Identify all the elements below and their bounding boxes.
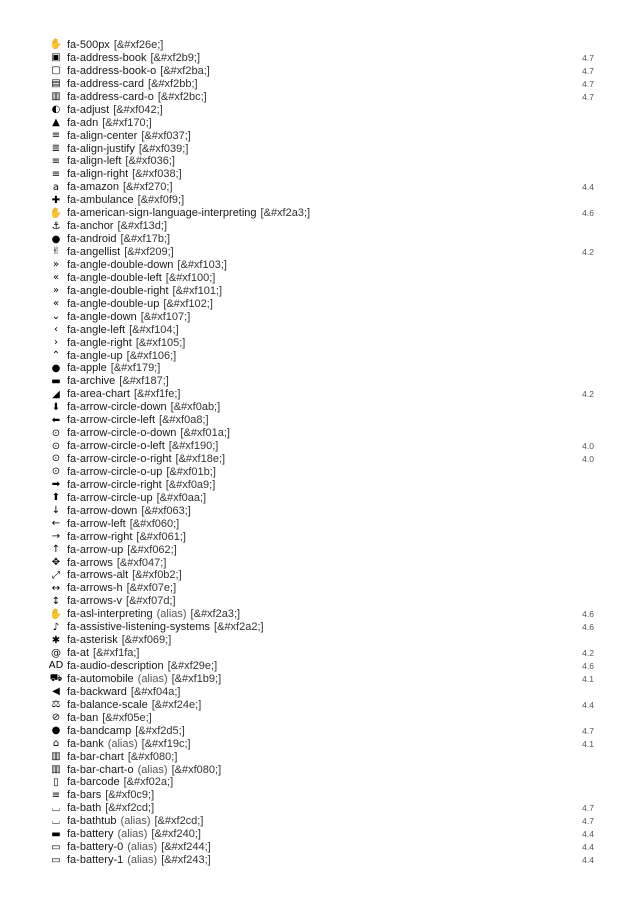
version-label: 4.0 <box>582 441 594 452</box>
area-chart-icon: ◢ <box>52 388 60 400</box>
icon-class-name: fa-arrow-circle-right <box>67 478 162 491</box>
icon-list-row <box>49 828 594 841</box>
unicode-code: [&#xf063;] <box>141 504 191 517</box>
icon-class-name: fa-bandcamp <box>67 724 132 737</box>
arrows-h-icon: ↔ <box>51 582 61 594</box>
version-label: 4.4 <box>582 182 594 193</box>
align-right-icon: ≡ <box>51 168 61 180</box>
icon-class-name: fa-arrows <box>67 556 113 569</box>
unicode-code: [&#xf1b9;] <box>171 672 222 685</box>
icon-list-row <box>49 246 594 259</box>
unicode-code: [&#xf2ba;] <box>160 64 210 77</box>
icon-list-row <box>49 427 594 440</box>
adjust-icon: ◐ <box>51 104 61 116</box>
icon-list-row <box>49 440 594 453</box>
unicode-code: [&#xf0ab;] <box>170 401 221 414</box>
icon-list-row <box>49 311 594 324</box>
icon-class-name: fa-arrows-v <box>67 595 123 608</box>
icon-class-name: fa-arrow-circle-o-left <box>67 440 165 453</box>
icon-list-row <box>49 621 594 634</box>
arrow-circle-o-right-icon: ⊙ <box>51 453 61 465</box>
hand-icon: ✋ <box>49 39 63 51</box>
icon-class-name: fa-address-card-o <box>67 90 154 103</box>
icon-list-row <box>49 776 594 789</box>
version-label: 4.4 <box>582 855 594 866</box>
icon-class-name: fa-angellist <box>67 246 121 258</box>
unicode-code: [&#xf270;] <box>122 181 173 194</box>
at-icon: @ <box>51 647 61 659</box>
icon-list-row <box>49 764 594 777</box>
unicode-code: [&#xf101;] <box>172 284 223 297</box>
alias-label: (alias) <box>127 854 158 867</box>
battery-1-icon: ▭ <box>51 854 61 866</box>
icon-list-row <box>49 350 594 363</box>
balance-scale-icon: ⚖ <box>51 699 61 711</box>
bar-chart-icon: ▥ <box>51 751 61 763</box>
unicode-code: [&#xf080;] <box>171 763 222 776</box>
ban-icon: ⊘ <box>51 712 61 724</box>
bank-icon: ⌂ <box>52 738 60 750</box>
icon-class-name: fa-audio-description <box>67 660 164 672</box>
anchor-icon: ⚓ <box>51 220 61 232</box>
arrow-circle-up-icon: ⬆ <box>51 492 61 504</box>
unicode-code: [&#xf102;] <box>163 297 213 310</box>
icon-class-name: fa-arrow-circle-left <box>67 414 156 427</box>
icon-list-row <box>49 337 594 350</box>
icon-list-row <box>49 699 594 712</box>
icon-class-name: fa-angle-right <box>67 336 132 349</box>
unicode-code: [&#xf1fa;] <box>93 647 140 660</box>
unicode-code: [&#xf07d;] <box>126 595 176 608</box>
battery-icon: ▬ <box>51 828 61 840</box>
unicode-code: [&#xf04a;] <box>130 685 181 698</box>
icon-list-row <box>49 388 594 401</box>
address-card-icon: ▤ <box>51 78 61 90</box>
icon-list-row <box>49 492 594 505</box>
icon-list-row <box>49 841 594 854</box>
icon-class-name: fa-address-book-o <box>67 64 157 77</box>
icon-class-name: fa-arrow-right <box>67 530 133 543</box>
unicode-code: [&#xf2d5;] <box>135 724 185 737</box>
unicode-code: [&#xf0a9;] <box>165 478 216 491</box>
version-label: 4.2 <box>582 247 594 257</box>
icon-class-name: fa-arrow-up <box>67 543 124 556</box>
icon-list-row <box>49 531 594 544</box>
icon-list-row <box>49 39 594 52</box>
version-label: 4.1 <box>582 673 594 684</box>
icon-list-row <box>49 569 594 582</box>
unicode-code: [&#xf0aa;] <box>156 491 207 504</box>
unicode-code: [&#xf080;] <box>127 750 178 763</box>
icon-list-row <box>49 673 594 686</box>
icon-list-row <box>49 712 594 725</box>
unicode-code: [&#xf0f9;] <box>137 194 185 207</box>
bars-icon: ≡ <box>51 789 61 801</box>
icon-list-row <box>49 298 594 311</box>
arrow-circle-o-down-icon: ⊙ <box>51 427 61 439</box>
angle-down-icon: ⌄ <box>51 311 61 323</box>
arrow-circle-down-icon: ⬇ <box>51 401 61 413</box>
unicode-code: [&#xf069;] <box>121 634 172 647</box>
unicode-code: [&#xf103;] <box>177 258 227 271</box>
alias-label: (alias) <box>127 841 158 854</box>
icon-class-name: fa-angle-left <box>67 323 126 336</box>
bar-chart-o-icon: ▥ <box>51 763 61 775</box>
bathtub-icon: ⌴ <box>52 815 60 827</box>
icon-class-name: fa-align-justify <box>67 142 135 155</box>
icon-list-row <box>49 207 594 220</box>
angle-double-right-icon: » <box>52 285 60 297</box>
icon-class-name: fa-arrow-circle-down <box>67 401 167 414</box>
unicode-code: [&#xf01b;] <box>166 465 216 478</box>
unicode-code: [&#xf07e;] <box>126 582 177 595</box>
icon-list-row <box>49 802 594 815</box>
asterisk-icon: ✱ <box>51 634 61 646</box>
icon-class-name: fa-ban <box>67 711 99 724</box>
icon-list-row <box>49 815 594 828</box>
version-label: 4.7 <box>582 91 594 102</box>
unicode-code: [&#xf107;] <box>140 310 191 323</box>
icon-list-row <box>49 117 594 130</box>
unicode-code: [&#xf240;] <box>151 828 201 841</box>
icon-class-name: fa-american-sign-language-interpreting <box>67 207 257 220</box>
icon-class-name: fa-archive <box>67 375 116 388</box>
icon-list-row <box>49 155 594 168</box>
icon-list-row <box>49 634 594 647</box>
unicode-code: [&#xf038;] <box>132 168 182 181</box>
unicode-code: [&#xf05e;] <box>102 711 152 724</box>
icon-list-row <box>49 608 594 621</box>
unicode-code: [&#xf2b9;] <box>150 51 201 64</box>
version-label: 4.6 <box>582 609 594 620</box>
version-label: 4.6 <box>582 661 594 671</box>
icon-list-row <box>49 233 594 246</box>
icon-list-row <box>49 453 594 466</box>
unicode-code: [&#xf17b;] <box>120 233 171 246</box>
icon-list-row <box>49 789 594 802</box>
unicode-code: [&#xf042;] <box>113 103 163 116</box>
unicode-code: [&#xf2bc;] <box>157 90 207 103</box>
icon-class-name: fa-ambulance <box>67 194 134 207</box>
version-label: 4.7 <box>582 725 594 736</box>
arrows-icon: ✥ <box>51 556 61 568</box>
icon-class-name: fa-angle-down <box>67 310 137 323</box>
version-label: 4.2 <box>582 389 594 400</box>
icon-list-row <box>49 479 594 492</box>
arrows-alt-icon: ⤢ <box>52 569 60 581</box>
arrow-right-icon: → <box>51 531 61 543</box>
icon-list-row <box>49 220 594 233</box>
icon-class-name: fa-align-right <box>67 168 129 181</box>
icon-class-name: fa-arrows-alt <box>67 569 129 582</box>
address-card-o-icon: ▥ <box>51 91 61 103</box>
icon-list-row <box>49 751 594 764</box>
assistive-listening-icon: ♪ <box>52 621 60 633</box>
bandcamp-icon: ● <box>51 725 61 737</box>
icon-list <box>49 39 594 867</box>
align-center-icon: ≡ <box>51 130 61 142</box>
icon-class-name: fa-angle-double-down <box>67 258 174 271</box>
version-label: 4.1 <box>582 738 594 749</box>
icon-class-name: fa-bars <box>67 789 102 802</box>
icon-list-row <box>49 130 594 143</box>
unicode-code: [&#xf244;] <box>161 841 211 854</box>
arrow-circle-right-icon: ➡ <box>51 479 61 491</box>
alias-label: (alias) <box>137 672 168 685</box>
icon-class-name: fa-arrow-down <box>67 504 138 517</box>
ambulance-icon: ✚ <box>51 194 61 206</box>
unicode-code: [&#xf209;] <box>124 246 174 258</box>
icon-list-row <box>49 401 594 414</box>
unicode-code: [&#xf2a3;] <box>190 608 241 621</box>
unicode-code: [&#xf243;] <box>161 854 211 867</box>
icon-class-name: fa-battery-1 <box>67 854 124 867</box>
unicode-code: [&#xf039;] <box>138 142 189 155</box>
version-label: 4.2 <box>582 648 594 659</box>
align-left-icon: ≡ <box>51 155 61 167</box>
icon-list-row <box>49 78 594 91</box>
unicode-code: [&#xf24e;] <box>151 698 202 711</box>
adn-icon: ▲ <box>52 117 60 129</box>
icon-list-row <box>49 854 594 867</box>
unicode-code: [&#xf2bb;] <box>148 77 198 90</box>
angle-up-icon: ⌃ <box>51 349 61 361</box>
icon-class-name: fa-battery-0 <box>67 841 124 854</box>
unicode-code: [&#xf0a8;] <box>159 414 209 427</box>
icon-list-row <box>49 181 594 194</box>
arrow-circle-o-left-icon: ⊙ <box>51 440 61 452</box>
amazon-icon: a <box>52 181 60 193</box>
unicode-code: [&#xf179;] <box>110 362 161 375</box>
icon-list-row <box>49 582 594 595</box>
icon-class-name: fa-automobile <box>67 672 134 685</box>
arrow-down-icon: ↓ <box>51 505 61 517</box>
archive-icon: ▬ <box>51 375 61 387</box>
icon-class-name: fa-anchor <box>67 220 114 233</box>
icon-class-name: fa-angle-double-up <box>67 297 160 310</box>
unicode-code: [&#xf2cd;] <box>154 815 204 828</box>
unicode-code: [&#xf2a2;] <box>214 621 264 634</box>
icon-class-name: fa-apple <box>67 362 107 375</box>
icon-list-row <box>49 660 594 673</box>
version-label: 4.0 <box>582 454 594 464</box>
icon-class-name: fa-bathtub <box>67 815 117 828</box>
arrow-up-icon: ↑ <box>51 544 61 556</box>
icon-list-row <box>49 518 594 531</box>
icon-list-row <box>49 595 594 608</box>
icon-class-name: fa-angle-double-right <box>67 284 169 297</box>
icon-list-row <box>49 194 594 207</box>
version-label: 4.4 <box>582 829 594 840</box>
arrow-left-icon: ← <box>51 518 61 530</box>
icon-list-row <box>49 738 594 751</box>
android-icon: ● <box>51 233 61 245</box>
icon-class-name: fa-angle-double-left <box>67 271 162 284</box>
icon-list-row <box>49 91 594 104</box>
icon-class-name: fa-asl-interpreting <box>67 608 153 621</box>
unicode-code: [&#xf18e;] <box>175 453 226 465</box>
icon-class-name: fa-angle-up <box>67 349 123 362</box>
angle-left-icon: ‹ <box>54 324 58 336</box>
unicode-code: [&#xf105;] <box>135 336 186 349</box>
address-book-o-icon: ▢ <box>51 65 61 77</box>
alias-label: (alias) <box>107 737 138 750</box>
unicode-code: [&#xf100;] <box>165 271 216 284</box>
version-label: 4.7 <box>582 65 594 76</box>
icon-class-name: fa-android <box>67 233 117 246</box>
icon-class-name: fa-500px <box>67 39 110 51</box>
icon-class-name: fa-balance-scale <box>67 698 148 711</box>
alias-label: (alias) <box>120 815 151 828</box>
version-label: 4.7 <box>582 52 594 63</box>
version-label: 4.4 <box>582 842 594 853</box>
icon-list-row <box>49 362 594 375</box>
unicode-code: [&#xf2a3;] <box>260 207 311 220</box>
automobile-icon: ⛟ <box>49 673 63 685</box>
unicode-code: [&#xf170;] <box>102 116 152 129</box>
unicode-code: [&#xf0b2;] <box>132 569 182 582</box>
address-book-icon: ▣ <box>51 52 61 64</box>
unicode-code: [&#xf2cd;] <box>105 802 155 815</box>
icon-list-row <box>49 104 594 117</box>
icon-list-row <box>49 65 594 78</box>
icon-class-name: fa-amazon <box>67 181 119 194</box>
unicode-code: [&#xf047;] <box>116 556 167 569</box>
icon-class-name: fa-arrow-circle-up <box>67 491 153 504</box>
icon-list-row <box>49 466 594 479</box>
icon-class-name: fa-bar-chart-o <box>67 763 134 776</box>
unicode-code: [&#xf037;] <box>141 129 191 142</box>
unicode-code: [&#xf01a;] <box>180 427 230 440</box>
icon-class-name: fa-address-card <box>67 77 145 90</box>
icon-list-row <box>49 686 594 699</box>
angellist-icon: ✌ <box>51 246 61 258</box>
unicode-code: [&#xf02a;] <box>123 776 174 789</box>
icon-class-name: fa-bank <box>67 737 104 750</box>
version-label: 4.7 <box>582 803 594 814</box>
icon-class-name: fa-barcode <box>67 776 120 789</box>
unicode-code: [&#xf29e;] <box>167 660 218 672</box>
version-label: 4.6 <box>582 208 594 219</box>
unicode-code: [&#xf062;] <box>127 543 177 556</box>
icon-class-name: fa-asterisk <box>67 634 118 647</box>
barcode-icon: ▯ <box>53 776 59 788</box>
version-label: 4.6 <box>582 622 594 633</box>
angle-double-down-icon: » <box>52 259 60 271</box>
audio-description-icon: AD <box>48 660 64 672</box>
icon-list-row <box>49 414 594 427</box>
icon-list-row <box>49 725 594 738</box>
battery-0-icon: ▭ <box>51 841 61 853</box>
icon-class-name: fa-align-center <box>67 129 138 142</box>
alias-label: (alias) <box>137 763 168 776</box>
apple-icon: ● <box>51 362 61 374</box>
icon-list-row <box>49 647 594 660</box>
unicode-code: [&#xf106;] <box>126 349 177 362</box>
version-label: 4.7 <box>582 78 594 89</box>
unicode-code: [&#xf061;] <box>136 530 186 543</box>
icon-list-row <box>49 52 594 65</box>
icon-class-name: fa-arrow-left <box>67 517 126 530</box>
icon-class-name: fa-arrow-circle-o-right <box>67 453 172 465</box>
icon-list-row <box>49 544 594 557</box>
icon-class-name: fa-area-chart <box>67 388 130 401</box>
icon-list-row <box>49 557 594 570</box>
icon-class-name: fa-address-book <box>67 51 147 64</box>
icon-list-row <box>49 143 594 156</box>
bath-icon: ⌴ <box>52 802 60 814</box>
sign-language-icon: ✋ <box>49 207 63 219</box>
icon-class-name: fa-arrows-h <box>67 582 123 595</box>
icon-list-row <box>49 272 594 285</box>
icon-list-row <box>49 285 594 298</box>
icon-list-row <box>49 168 594 181</box>
version-label: 4.4 <box>582 699 594 710</box>
icon-class-name: fa-adjust <box>67 103 110 116</box>
icon-list-row <box>49 259 594 272</box>
unicode-code: [&#xf104;] <box>129 323 179 336</box>
icon-class-name: fa-arrow-circle-o-up <box>67 465 163 478</box>
icon-class-name: fa-bath <box>67 802 102 815</box>
unicode-code: [&#xf0c9;] <box>105 789 155 802</box>
alias-label: (alias) <box>117 828 148 841</box>
asl-interpreting-icon: ✋ <box>49 608 63 620</box>
alias-label: (alias) <box>156 608 187 621</box>
unicode-code: [&#xf190;] <box>168 440 219 453</box>
arrow-circle-left-icon: ⬅ <box>51 414 61 426</box>
unicode-code: [&#xf13d;] <box>117 220 168 233</box>
angle-double-up-icon: « <box>52 298 60 310</box>
version-label: 4.7 <box>582 816 594 827</box>
icon-list-row <box>49 324 594 337</box>
angle-double-left-icon: « <box>52 272 60 284</box>
arrow-circle-o-up-icon: ⊙ <box>51 466 61 478</box>
unicode-code: [&#xf19c;] <box>141 737 191 750</box>
icon-class-name: fa-bar-chart <box>67 750 124 763</box>
align-justify-icon: ≣ <box>51 142 61 154</box>
unicode-code: [&#xf1fe;] <box>133 388 181 401</box>
unicode-code: [&#xf26e;] <box>113 39 164 51</box>
icon-list-row <box>49 505 594 518</box>
arrows-v-icon: ↕ <box>51 595 61 607</box>
unicode-code: [&#xf036;] <box>125 155 175 168</box>
icon-class-name: fa-align-left <box>67 155 122 168</box>
angle-right-icon: › <box>54 337 58 349</box>
icon-class-name: fa-arrow-circle-o-down <box>67 427 177 440</box>
icon-list-row <box>49 375 594 388</box>
backward-icon: ◀ <box>52 686 60 698</box>
icon-class-name: fa-adn <box>67 116 99 129</box>
unicode-code: [&#xf060;] <box>129 517 180 530</box>
icon-class-name: fa-battery <box>67 828 114 841</box>
icon-class-name: fa-at <box>67 647 90 660</box>
icon-class-name: fa-assistive-listening-systems <box>67 621 211 634</box>
unicode-code: [&#xf187;] <box>119 375 169 388</box>
icon-class-name: fa-backward <box>67 685 127 698</box>
